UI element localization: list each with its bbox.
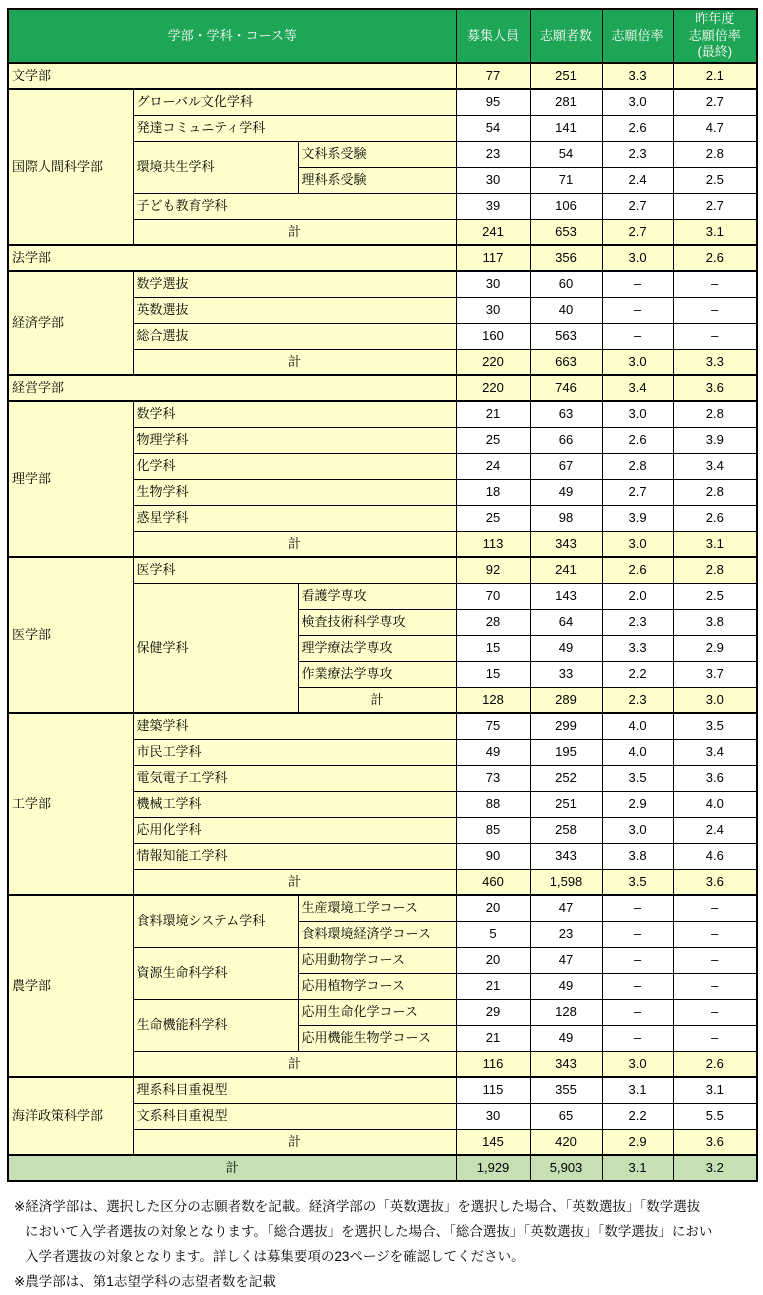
value-cell: 4.0: [673, 791, 757, 817]
value-cell: 64: [530, 609, 602, 635]
subtotal-value-cell: 251: [530, 63, 602, 89]
value-cell: 3.7: [673, 661, 757, 687]
value-cell: 4.0: [602, 739, 673, 765]
value-cell: 2.5: [673, 583, 757, 609]
subtotal-value-cell: 3.3: [602, 63, 673, 89]
value-cell: 33: [530, 661, 602, 687]
value-cell: 2.8: [673, 401, 757, 427]
category-cell: 応用植物学コース: [298, 973, 456, 999]
value-cell: 15: [456, 635, 530, 661]
value-cell: 21: [456, 973, 530, 999]
value-cell: 30: [456, 271, 530, 297]
category-cell: 経済学部: [8, 271, 133, 375]
value-cell: –: [602, 297, 673, 323]
value-cell: 2.2: [602, 661, 673, 687]
subtotal-value-cell: 1,598: [530, 869, 602, 895]
subtotal-value-cell: 3.1: [673, 531, 757, 557]
value-cell: –: [673, 921, 757, 947]
category-cell: 子ども教育学科: [133, 193, 456, 219]
category-cell: 医学部: [8, 557, 133, 713]
subtotal-value-cell: 3.6: [673, 1129, 757, 1155]
subtotal-label-cell: 計: [133, 219, 456, 245]
value-cell: –: [602, 921, 673, 947]
subtotal-value-cell: 2.6: [602, 557, 673, 583]
column-header-1: 募集人員: [456, 9, 530, 63]
value-cell: 3.3: [602, 635, 673, 661]
value-cell: 3.8: [673, 609, 757, 635]
value-cell: 54: [456, 115, 530, 141]
value-cell: 60: [530, 271, 602, 297]
subtotal-value-cell: 746: [530, 375, 602, 401]
category-cell: 食料環境システム学科: [133, 895, 298, 947]
value-cell: 47: [530, 895, 602, 921]
category-cell: 応用化学科: [133, 817, 456, 843]
value-cell: 281: [530, 89, 602, 115]
value-cell: 24: [456, 453, 530, 479]
value-cell: 3.9: [673, 427, 757, 453]
subtotal-value-cell: 3.6: [673, 869, 757, 895]
value-cell: 30: [456, 297, 530, 323]
value-cell: 3.9: [602, 505, 673, 531]
table-row: [8, 895, 757, 921]
value-cell: 2.7: [673, 193, 757, 219]
category-cell: 理学療法学専攻: [298, 635, 456, 661]
subtotal-value-cell: 2.6: [673, 245, 757, 271]
value-cell: 3.1: [673, 1077, 757, 1103]
subtotal-value-cell: 2.3: [602, 687, 673, 713]
value-cell: –: [602, 895, 673, 921]
value-cell: –: [673, 271, 757, 297]
subtotal-value-cell: 3.3: [673, 349, 757, 375]
subtotal-value-cell: 241: [530, 557, 602, 583]
category-cell: 検査技術科学専攻: [298, 609, 456, 635]
column-header-4: 昨年度 志願倍率 (最終): [673, 9, 757, 63]
value-cell: 18: [456, 479, 530, 505]
subtotal-value-cell: 343: [530, 1051, 602, 1077]
subtotal-label-cell: 計: [133, 1129, 456, 1155]
category-cell: 国際人間科学部: [8, 89, 133, 245]
value-cell: 25: [456, 505, 530, 531]
subtotal-value-cell: 2.6: [673, 1051, 757, 1077]
value-cell: 2.6: [673, 505, 757, 531]
value-cell: 25: [456, 427, 530, 453]
category-cell: 生物学科: [133, 479, 456, 505]
value-cell: 343: [530, 843, 602, 869]
category-cell: 海洋政策科学部: [8, 1077, 133, 1155]
value-cell: –: [673, 999, 757, 1025]
column-header-0: 学部・学科・コース等: [8, 9, 456, 63]
grand-total-label-cell: 計: [8, 1155, 456, 1181]
subtotal-value-cell: 3.5: [602, 869, 673, 895]
subtotal-value-cell: 3.0: [602, 349, 673, 375]
value-cell: 3.5: [602, 765, 673, 791]
category-cell: 工学部: [8, 713, 133, 895]
value-cell: 23: [456, 141, 530, 167]
category-cell: 資源生命科学科: [133, 947, 298, 999]
value-cell: 2.0: [602, 583, 673, 609]
value-cell: 2.7: [673, 89, 757, 115]
category-cell: 文科系受験: [298, 141, 456, 167]
footnote-line: ※農学部は、第1志望学科の志望者数を記載: [14, 1274, 276, 1289]
value-cell: 54: [530, 141, 602, 167]
category-cell: 電気電子工学科: [133, 765, 456, 791]
value-cell: 2.5: [673, 167, 757, 193]
value-cell: 5.5: [673, 1103, 757, 1129]
value-cell: 21: [456, 401, 530, 427]
subtotal-label-cell: 計: [133, 349, 456, 375]
category-cell: 環境共生学科: [133, 141, 298, 193]
value-cell: 3.0: [602, 89, 673, 115]
subtotal-value-cell: 343: [530, 531, 602, 557]
value-cell: 39: [456, 193, 530, 219]
value-cell: 2.4: [602, 167, 673, 193]
category-cell: 文学部: [8, 63, 456, 89]
value-cell: 2.3: [602, 609, 673, 635]
value-cell: 258: [530, 817, 602, 843]
table-row: [8, 1077, 757, 1103]
value-cell: 251: [530, 791, 602, 817]
column-header-3: 志願倍率: [602, 9, 673, 63]
value-cell: 66: [530, 427, 602, 453]
subtotal-label-cell: 計: [298, 687, 456, 713]
grand-total-value-cell: 1,929: [456, 1155, 530, 1181]
subtotal-value-cell: 92: [456, 557, 530, 583]
value-cell: 88: [456, 791, 530, 817]
value-cell: 90: [456, 843, 530, 869]
subtotal-value-cell: 2.8: [673, 557, 757, 583]
footnote-continuation-line: において入学者選抜の対象となります。「総合選抜」を選択した場合、「総合選抜」「英数選抜」「数学選抜」におい: [25, 1224, 713, 1239]
value-cell: 115: [456, 1077, 530, 1103]
value-cell: –: [673, 323, 757, 349]
value-cell: –: [602, 947, 673, 973]
value-cell: 128: [530, 999, 602, 1025]
value-cell: 3.8: [602, 843, 673, 869]
value-cell: 67: [530, 453, 602, 479]
subtotal-value-cell: 3.0: [602, 245, 673, 271]
value-cell: 252: [530, 765, 602, 791]
subtotal-value-cell: 3.0: [602, 1051, 673, 1077]
value-cell: 141: [530, 115, 602, 141]
value-cell: 2.8: [673, 141, 757, 167]
value-cell: 23: [530, 921, 602, 947]
value-cell: 49: [530, 479, 602, 505]
value-cell: –: [673, 973, 757, 999]
value-cell: 3.1: [602, 1077, 673, 1103]
value-cell: –: [602, 973, 673, 999]
subtotal-value-cell: 3.4: [602, 375, 673, 401]
table-row: [8, 401, 757, 427]
value-cell: 49: [530, 635, 602, 661]
category-cell: 応用機能生物学コース: [298, 1025, 456, 1051]
category-cell: 機械工学科: [133, 791, 456, 817]
value-cell: 20: [456, 895, 530, 921]
subtotal-value-cell: 77: [456, 63, 530, 89]
value-cell: 75: [456, 713, 530, 739]
footnote-continuation-line: 入学者選抜の対象となります。詳しくは募集要項の23ページを確認してください。: [25, 1249, 525, 1264]
value-cell: 2.6: [602, 427, 673, 453]
category-cell: 物理学科: [133, 427, 456, 453]
value-cell: 3.0: [602, 817, 673, 843]
subtotal-label-cell: 計: [133, 1051, 456, 1077]
value-cell: 2.8: [602, 453, 673, 479]
value-cell: 3.0: [602, 401, 673, 427]
subtotal-value-cell: 460: [456, 869, 530, 895]
subtotal-value-cell: 113: [456, 531, 530, 557]
subtotal-value-cell: 3.1: [673, 219, 757, 245]
category-cell: 理科系受験: [298, 167, 456, 193]
value-cell: 73: [456, 765, 530, 791]
table-row: [8, 557, 757, 583]
value-cell: 299: [530, 713, 602, 739]
subtotal-label-cell: 計: [133, 531, 456, 557]
value-cell: 106: [530, 193, 602, 219]
value-cell: 95: [456, 89, 530, 115]
value-cell: 2.8: [673, 479, 757, 505]
value-cell: 4.6: [673, 843, 757, 869]
value-cell: 47: [530, 947, 602, 973]
subtotal-value-cell: 3.0: [673, 687, 757, 713]
category-cell: 数学科: [133, 401, 456, 427]
value-cell: 49: [530, 973, 602, 999]
table-body: [8, 63, 757, 1181]
value-cell: 49: [530, 1025, 602, 1051]
value-cell: –: [602, 999, 673, 1025]
table-row: [8, 271, 757, 297]
value-cell: –: [673, 1025, 757, 1051]
grand-total-value-cell: 3.1: [602, 1155, 673, 1181]
value-cell: 70: [456, 583, 530, 609]
value-cell: 5: [456, 921, 530, 947]
value-cell: 40: [530, 297, 602, 323]
subtotal-value-cell: 128: [456, 687, 530, 713]
value-cell: 4.0: [602, 713, 673, 739]
subtotal-value-cell: 3.6: [673, 375, 757, 401]
subtotal-label-cell: 計: [133, 869, 456, 895]
category-cell: 理学部: [8, 401, 133, 557]
value-cell: 2.7: [602, 193, 673, 219]
value-cell: 3.6: [673, 765, 757, 791]
value-cell: 2.6: [602, 115, 673, 141]
subtotal-value-cell: 220: [456, 349, 530, 375]
value-cell: 71: [530, 167, 602, 193]
category-cell: 経営学部: [8, 375, 456, 401]
subtotal-value-cell: 145: [456, 1129, 530, 1155]
table-row: [8, 1155, 757, 1181]
subtotal-value-cell: 356: [530, 245, 602, 271]
header-row: [8, 9, 757, 63]
category-cell: 総合選抜: [133, 323, 456, 349]
subtotal-value-cell: 2.7: [602, 219, 673, 245]
subtotal-value-cell: 220: [456, 375, 530, 401]
value-cell: 143: [530, 583, 602, 609]
grand-total-value-cell: 5,903: [530, 1155, 602, 1181]
table-header: [8, 9, 757, 63]
grand-total-value-cell: 3.2: [673, 1155, 757, 1181]
category-cell: 市民工学科: [133, 739, 456, 765]
subtotal-value-cell: 420: [530, 1129, 602, 1155]
category-cell: 法学部: [8, 245, 456, 271]
admissions-table: [7, 8, 758, 1182]
table-row: [8, 63, 757, 89]
subtotal-value-cell: 116: [456, 1051, 530, 1077]
value-cell: 2.4: [673, 817, 757, 843]
subtotal-value-cell: 663: [530, 349, 602, 375]
category-cell: 建築学科: [133, 713, 456, 739]
table-row: [8, 713, 757, 739]
value-cell: 2.3: [602, 141, 673, 167]
value-cell: 30: [456, 167, 530, 193]
subtotal-value-cell: 117: [456, 245, 530, 271]
category-cell: 医学科: [133, 557, 456, 583]
category-cell: 食料環境経済学コース: [298, 921, 456, 947]
value-cell: 21: [456, 1025, 530, 1051]
category-cell: 英数選抜: [133, 297, 456, 323]
category-cell: 作業療法学専攻: [298, 661, 456, 687]
value-cell: –: [602, 271, 673, 297]
category-cell: 保健学科: [133, 583, 298, 713]
subtotal-value-cell: 289: [530, 687, 602, 713]
value-cell: 355: [530, 1077, 602, 1103]
category-cell: 応用動物学コース: [298, 947, 456, 973]
value-cell: 30: [456, 1103, 530, 1129]
value-cell: –: [673, 297, 757, 323]
category-cell: 看護学専攻: [298, 583, 456, 609]
value-cell: 563: [530, 323, 602, 349]
value-cell: 2.2: [602, 1103, 673, 1129]
value-cell: 29: [456, 999, 530, 1025]
table-row: [8, 375, 757, 401]
value-cell: 2.9: [673, 635, 757, 661]
value-cell: 3.4: [673, 739, 757, 765]
value-cell: 4.7: [673, 115, 757, 141]
value-cell: 2.9: [602, 791, 673, 817]
subtotal-value-cell: 653: [530, 219, 602, 245]
category-cell: 数学選抜: [133, 271, 456, 297]
footnotes: [14, 1194, 763, 1294]
value-cell: 98: [530, 505, 602, 531]
value-cell: 3.5: [673, 713, 757, 739]
subtotal-value-cell: 2.1: [673, 63, 757, 89]
category-cell: 情報知能工学科: [133, 843, 456, 869]
category-cell: 文系科目重視型: [133, 1103, 456, 1129]
category-cell: 発達コミュニティ学科: [133, 115, 456, 141]
footnote-line: ※経済学部は、選択した区分の志願者数を記載。経済学部の「英数選抜」を選択した場合、「英数選抜」「数学選抜: [14, 1199, 701, 1214]
value-cell: –: [602, 1025, 673, 1051]
value-cell: –: [602, 323, 673, 349]
value-cell: 85: [456, 817, 530, 843]
subtotal-value-cell: 241: [456, 219, 530, 245]
category-cell: 農学部: [8, 895, 133, 1077]
value-cell: 3.4: [673, 453, 757, 479]
value-cell: –: [673, 947, 757, 973]
value-cell: 65: [530, 1103, 602, 1129]
value-cell: 2.7: [602, 479, 673, 505]
value-cell: –: [673, 895, 757, 921]
category-cell: 理系科目重視型: [133, 1077, 456, 1103]
value-cell: 49: [456, 739, 530, 765]
category-cell: 化学科: [133, 453, 456, 479]
subtotal-value-cell: 2.9: [602, 1129, 673, 1155]
value-cell: 195: [530, 739, 602, 765]
category-cell: グローバル文化学科: [133, 89, 456, 115]
category-cell: 生命機能科学科: [133, 999, 298, 1051]
category-cell: 惑星学科: [133, 505, 456, 531]
table-row: [8, 245, 757, 271]
subtotal-value-cell: 3.0: [602, 531, 673, 557]
category-cell: 生産環境工学コース: [298, 895, 456, 921]
value-cell: 20: [456, 947, 530, 973]
value-cell: 28: [456, 609, 530, 635]
table-row: [8, 89, 757, 115]
value-cell: 63: [530, 401, 602, 427]
value-cell: 160: [456, 323, 530, 349]
value-cell: 15: [456, 661, 530, 687]
column-header-2: 志願者数: [530, 9, 602, 63]
category-cell: 応用生命化学コース: [298, 999, 456, 1025]
